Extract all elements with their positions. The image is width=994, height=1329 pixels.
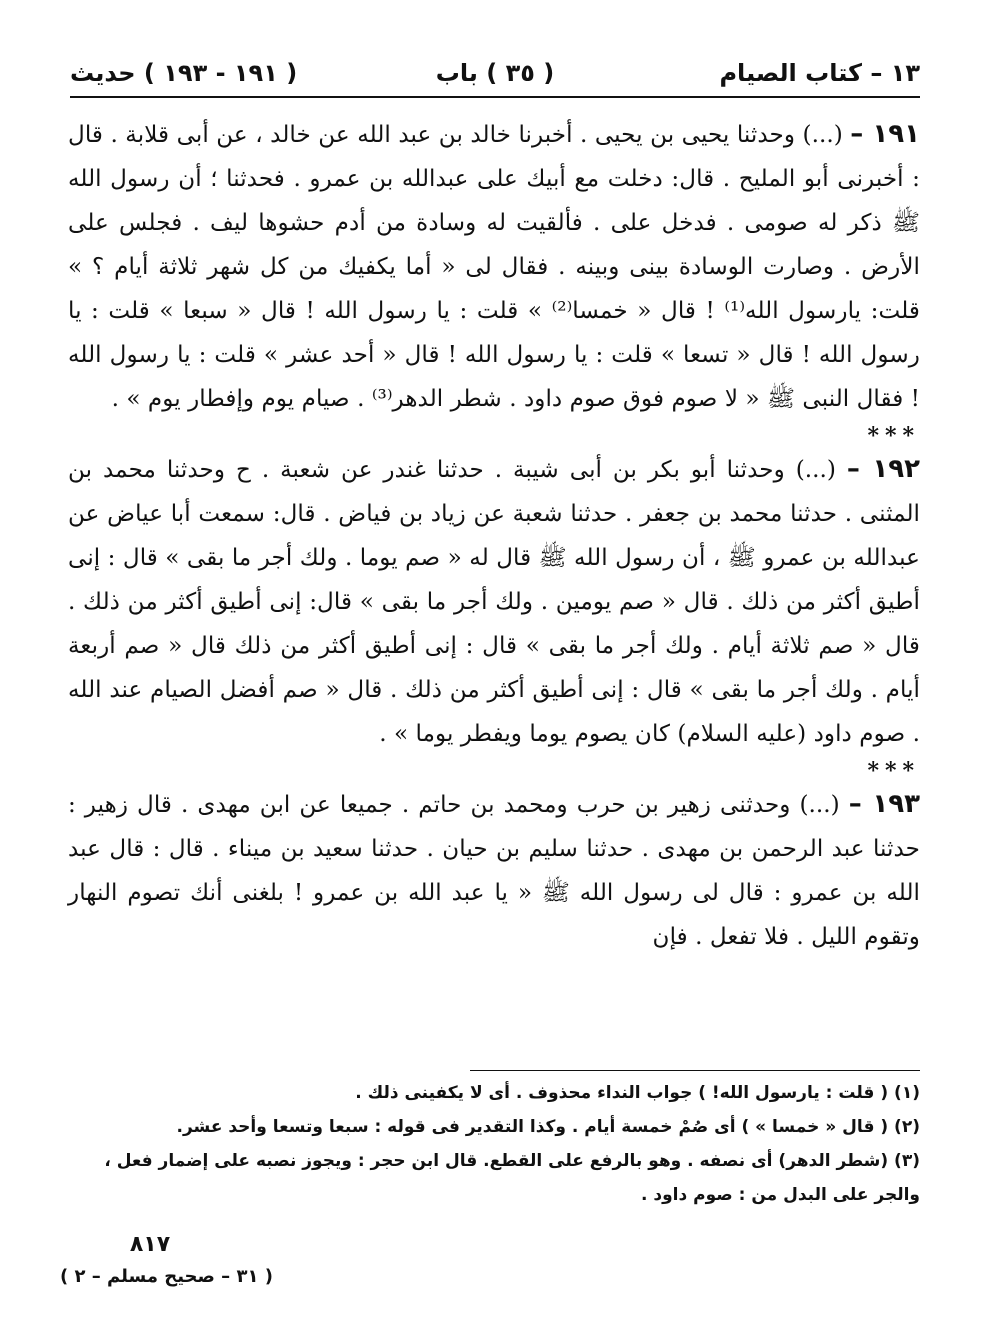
main-text [68, 112, 920, 959]
footnote-2: (٢) ( قال « خمسا » ) أى صُمْ خمسة أيام . وكذا التقدير فى قوله : سبعا وتسعا وأحد عشر. [176, 1117, 920, 1137]
footnote-3: (٣) (شطر الدهر) أى نصفه . وهو بالرفع على القطع. قال ابن حجر : ويجوز نصبه على إضمار فعل ، والجر على البدل من : صوم داود . [104, 1151, 920, 1205]
hadith-range: ( ١٩١ - ١٩٣ ) حديث [70, 59, 298, 87]
hadith-number: ١٩٢ – [846, 454, 920, 484]
section-separator: *** [867, 758, 920, 784]
section-separator: *** [867, 423, 920, 449]
hadith-192 [68, 447, 920, 756]
page-number: ٨١٧ [129, 1232, 171, 1257]
footnote-1: (١) ( قلت : يارسول الله! ) جواب النداء محذوف . أى لا يكفينى ذلك . [355, 1083, 920, 1103]
hadith-text: (...) وحدثنى زهير بن حرب ومحمد بن حاتم . جميعا عن ابن مهدى . قال زهير : حدثنا عبد الرحمن بن مهدى . حدثنا سليم بن حيان . حدثنا سعيد بن ميناء . قال : قال عبد الله بن عمرو : قال لى رسول الله ﷺ « يا عبد الله بن عمرو ! بلغنى أنك تصوم النهار وتقوم الليل . فلا تفعل . فإن [68, 791, 920, 950]
hadith-number: ١٩١ – [850, 119, 920, 149]
footnotes [72, 1076, 920, 1212]
hadith-number: ١٩٣ – [848, 789, 920, 819]
chapter-title: ١٣ – كتاب الصيام [719, 59, 920, 87]
hadith-text: (...) وحدثنا أبو بكر بن أبى شيبة . حدثنا غندر عن شعبة . ح وحدثنا محمد بن المثنى . حدثنا محمد بن جعفر . حدثنا شعبة عن زياد بن فياض . قال: سمعت أبا عياض عن عبدالله بن عمرو ﷺ ، أن رسول الله ﷺ قال له « صم يوما . ولك أجر ما بقى » قال : إنى أطيق أكثر من ذلك . قال « صم يومين . ولك أجر ما بقى » قال: إنى أطيق أكثر من ذلك . قال « صم ثلاثة أيام . ولك أجر ما بقى » قال : إنى أطيق أكثر من ذلك قال « صم أربعة أيام . ولك أجر ما بقى » قال : إنى أطيق أكثر من ذلك . قال « صم أفضل الصيام عند الله . صوم داود (عليه السلام) كان يصوم يوما ويفطر يوما » . [68, 456, 920, 747]
hadith-text: (...) وحدثنا يحيى بن يحيى . أخبرنا خالد بن عبد الله عن خالد ، عن أبى قلابة . قال : أخبرنى أبو المليح . قال: دخلت مع أبيك على عبدالله بن عمرو . فحدثنا ؛ أن رسول الله ﷺ ذكر له صومى . فدخل على . فألقيت له وسادة من أدم حشوها ليف . فجلس على الأرض . وصارت الوسادة بينى وبينه . فقال لى « أما يكفيك من كل شهر ثلاثة أيام ؟ » قلت: يارسول الله⁽¹⁾ ! قال « خمسا⁽²⁾ » قلت : يا رسول الله ! قال « سبعا » قلت : يا رسول الله ! قال « تسعا » قلت : يا رسول الله ! قال « أحد عشر » قلت : يا رسول الله ! فقال النبى ﷺ « لا صوم فوق صوم داود . شطر الدهر⁽³⁾ . صيام يوم وإفطار يوم » . [68, 121, 920, 412]
printer-signature: ( ٣١ – صحيح مسلم – ٢ ) [60, 1266, 273, 1287]
page-header [70, 50, 920, 98]
hadith-191 [68, 112, 920, 421]
section-title: ( ٣٥ ) باب [435, 59, 555, 87]
footnote-rule [470, 1070, 920, 1071]
hadith-193 [68, 782, 920, 959]
